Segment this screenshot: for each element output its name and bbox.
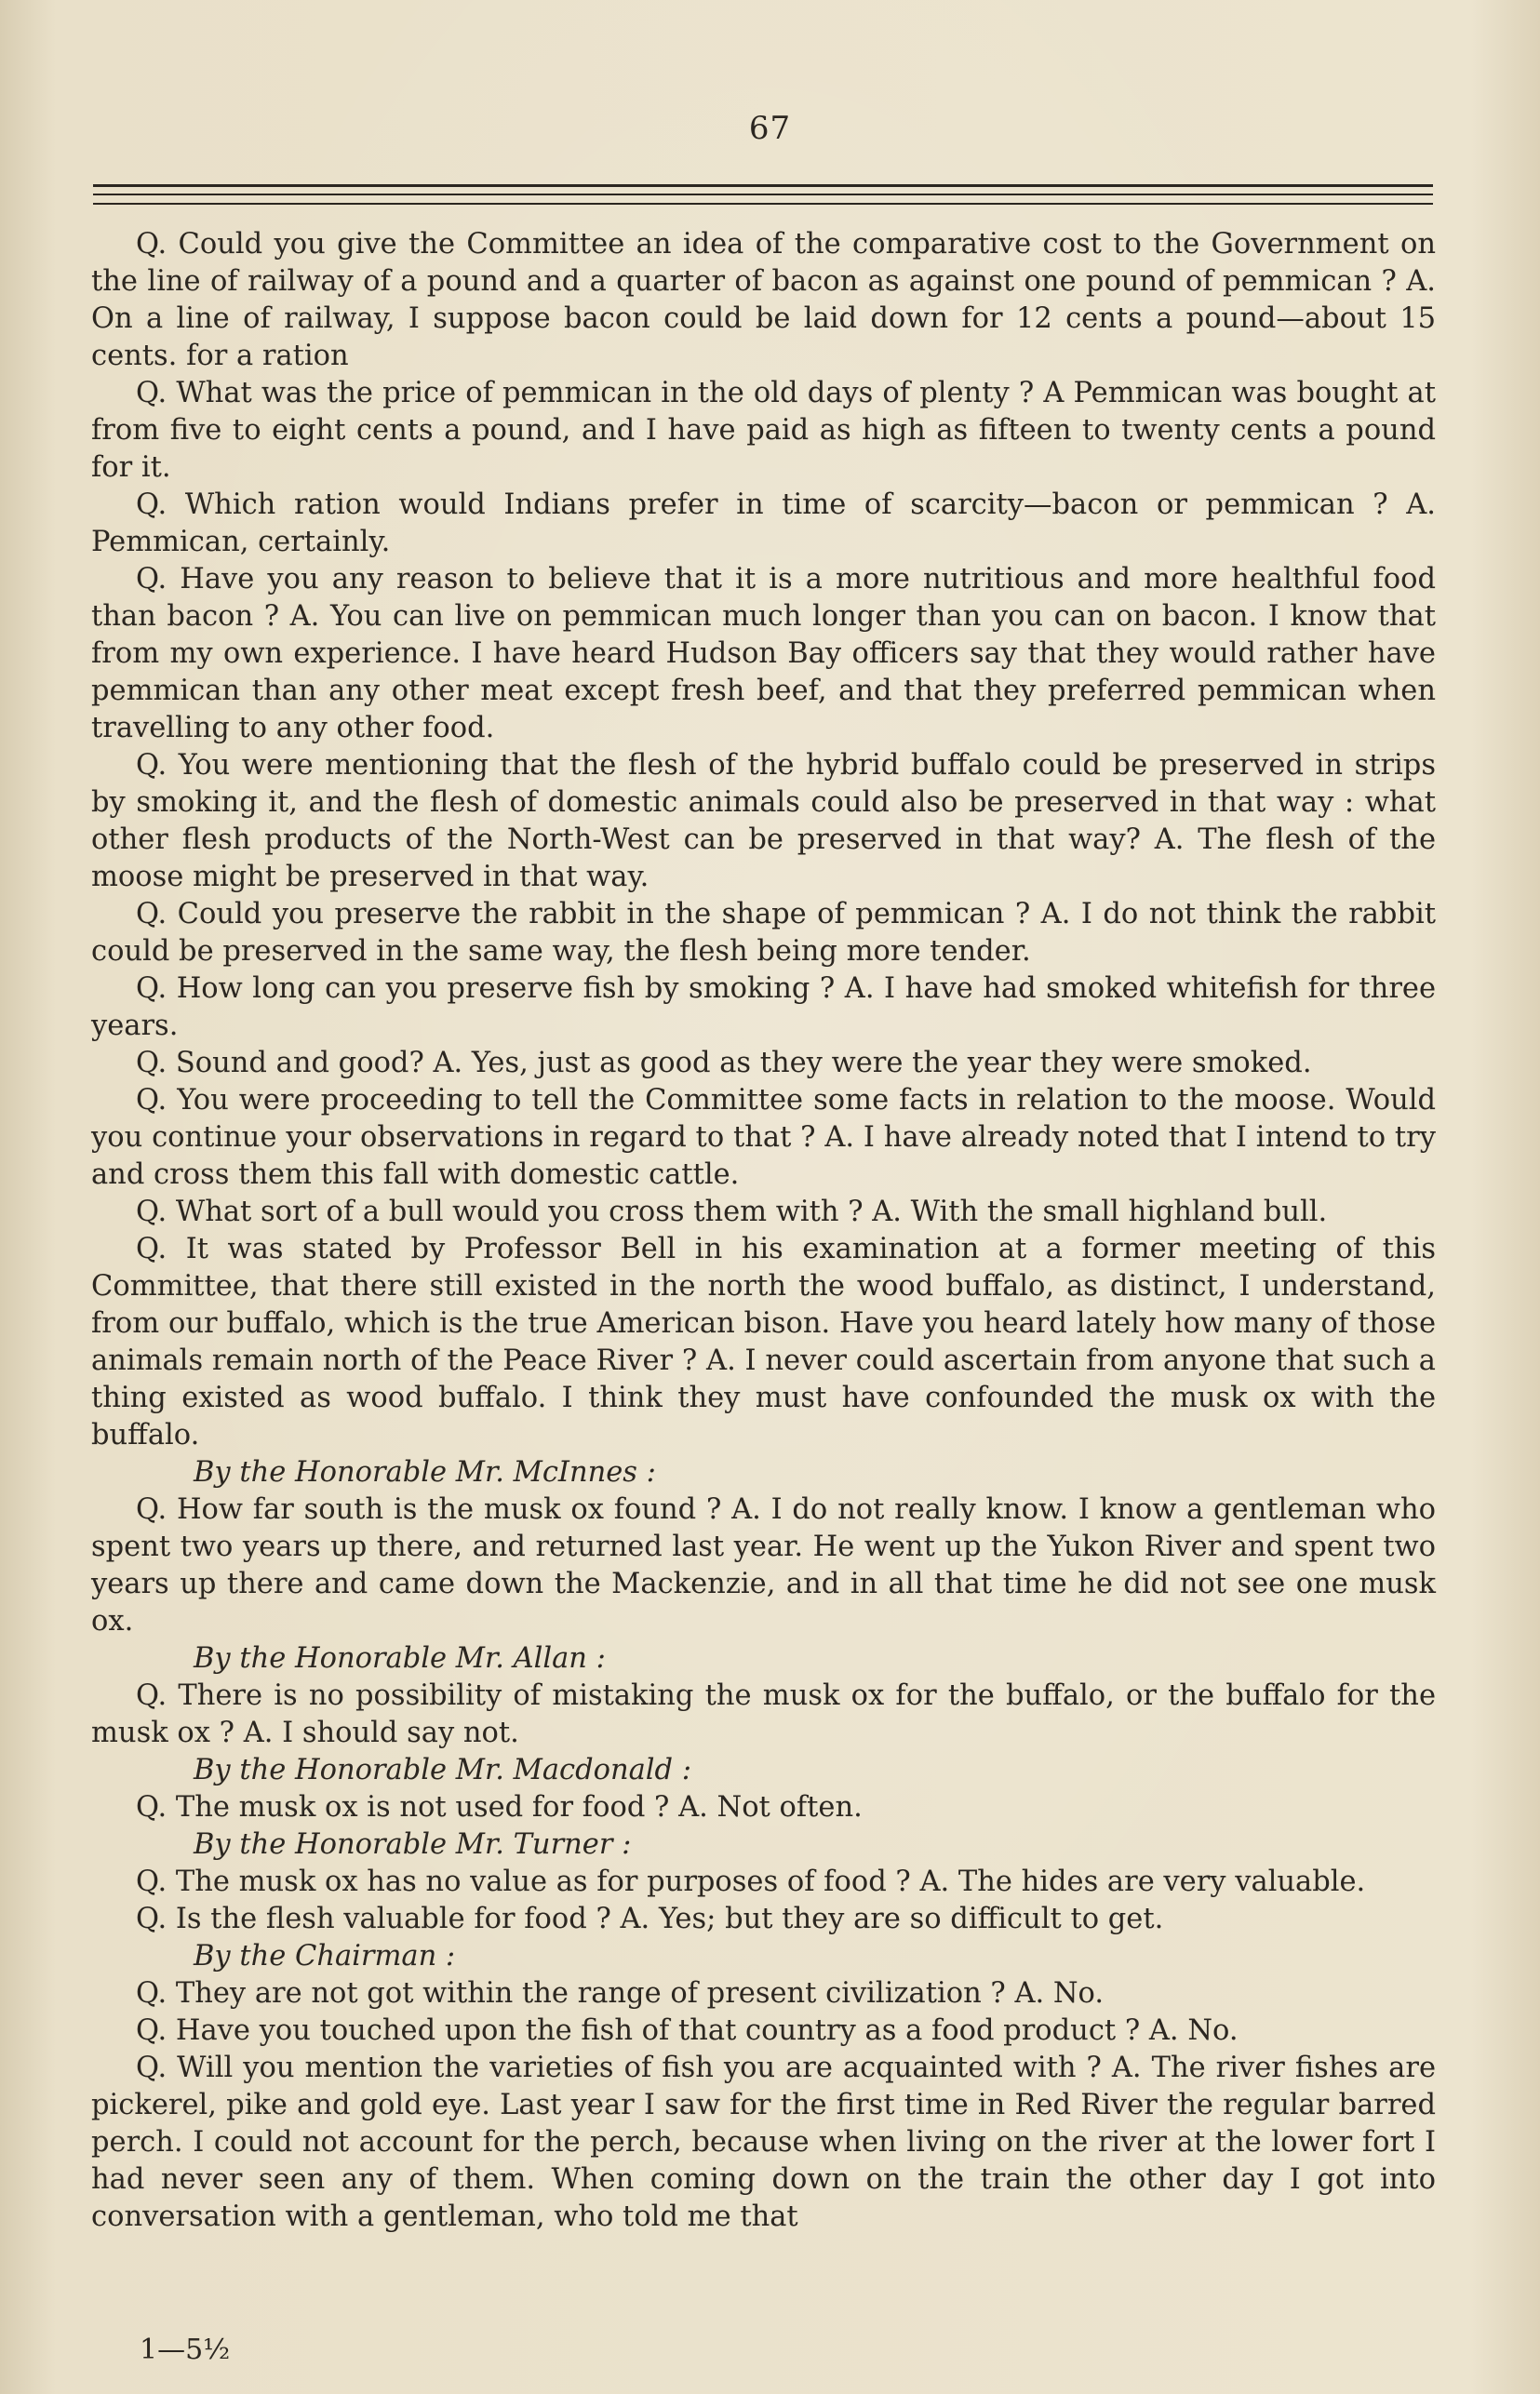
paragraph: Q. Sound and good? A. Yes, just as good as they were the year they were smoked. — [136, 1047, 1312, 1079]
paragraph: Q. You were mentioning that the flesh of the hybrid buffalo could be preserved in strips by smoking it, and the flesh of domestic animals could also be preserved in that way : what other flesh products of the North-West can be preserved in that way? A. The flesh of the moose might be preserved in that way. — [91, 749, 1436, 893]
header-rule-thick — [93, 184, 1433, 187]
paragraph: Q. Which ration would Indians prefer in time of scarcity—bacon or pemmican ? A. Pemmican, certainly. — [91, 488, 1436, 558]
paragraph: Q. How long can you preserve fish by smoking ? A. I have had smoked whitefish for three years. — [91, 972, 1436, 1042]
header-rule-thin-lower — [93, 203, 1433, 205]
paragraph: Q. Will you mention the varieties of fish you are acquainted with ? A. The river fishes are pickerel, pike and gold eye. Last year I saw for the first time in Red River the regular barred perch. I could not account for the perch, because when living on the river at the lower fort I had never seen any of them. When coming down on the train the other day I got into conversation with a gentleman, who told me that — [91, 2052, 1436, 2233]
section-heading: By the Honorable Mr. Allan : — [194, 1642, 606, 1675]
section-heading: By the Chairman : — [194, 1940, 456, 1973]
paragraph: Q. What sort of a bull would you cross them with ? A. With the small highland bull. — [136, 1196, 1328, 1228]
section-heading: By the Honorable Mr. Macdonald : — [194, 1754, 692, 1786]
body-text — [91, 226, 1436, 2236]
page-number: 67 — [748, 110, 792, 147]
paragraph: Q. The musk ox is not used for food ? A. Not often. — [136, 1791, 863, 1824]
signature-mark: 1—5½ — [140, 2334, 231, 2366]
paragraph: Q. How far south is the musk ox found ? A. I do not really know. I know a gentleman who spent two years up there, and returned last year. He went up the Yukon River and spent two years up there and came down the Mackenzie, and in all that time he did not see one musk ox. — [91, 1493, 1436, 1638]
paragraph: Q. There is no possibility of mistaking the musk ox for the buffalo, or the buffalo for the musk ox ? A. I should say not. — [91, 1679, 1436, 1749]
paragraph: Q. Is the flesh valuable for food ? A. Yes; but they are so difficult to get. — [136, 1903, 1164, 1935]
paragraph: Q. Could you give the Committee an idea of the comparative cost to the Government on the line of railway of a pound and a quarter of bacon as against one pound of pemmican ? A. On a line of railway, I suppose bacon could be laid down for 12 cents a pound—about 15 cents. for a ration — [91, 228, 1436, 372]
paragraph: Q. What was the price of pemmican in the old days of plenty ? A Pemmican was bought at from five to eight cents a pound, and I have paid as high as fifteen to twenty cents a pound for it. — [91, 377, 1436, 484]
paragraph: Q. Have you touched upon the fish of that country as a food product ? A. No. — [136, 2014, 1239, 2047]
section-heading: By the Honorable Mr. Turner : — [194, 1828, 632, 1861]
paragraph: Q. Could you preserve the rabbit in the shape of pemmican ? A. I do not think the rabbit could be preserved in the same way, the flesh being more tender. — [91, 898, 1436, 968]
paragraph: Q. Have you any reason to believe that it is a more nutritious and more healthful food than bacon ? A. You can live on pemmican much longer than you can on bacon. I know that from my own experience. I have heard Hudson Bay officers say that they would rather have pemmican than any other meat except fresh beef, and that they preferred pemmican when travelling to any other food. — [91, 563, 1436, 744]
paragraph: Q. They are not got within the range of present civilization ? A. No. — [136, 1977, 1105, 2010]
paragraph: Q. You were proceeding to tell the Committee some facts in relation to the moose. Would you continue your observations in regard to that ? A. I have already noted that I intend to try and cross them this fall with domestic cattle. — [91, 1084, 1436, 1191]
paragraph: Q. It was stated by Professor Bell in his examination at a former meeting of this Committee, that there still existed in the north the wood buffalo, as distinct, I understand, from our buffalo, which is the true American bison. Have you heard lately how many of those animals remain north of the Peace River ? A. I never could ascertain from anyone that such a thing existed as wood buffalo. I think they must have confounded the musk ox with the buffalo. — [91, 1233, 1436, 1451]
section-heading: By the Honorable Mr. McInnes : — [194, 1456, 656, 1489]
header-rule-thin — [93, 194, 1433, 195]
paragraph: Q. The musk ox has no value as for purposes of food ? A. The hides are very valuable. — [136, 1866, 1366, 1898]
